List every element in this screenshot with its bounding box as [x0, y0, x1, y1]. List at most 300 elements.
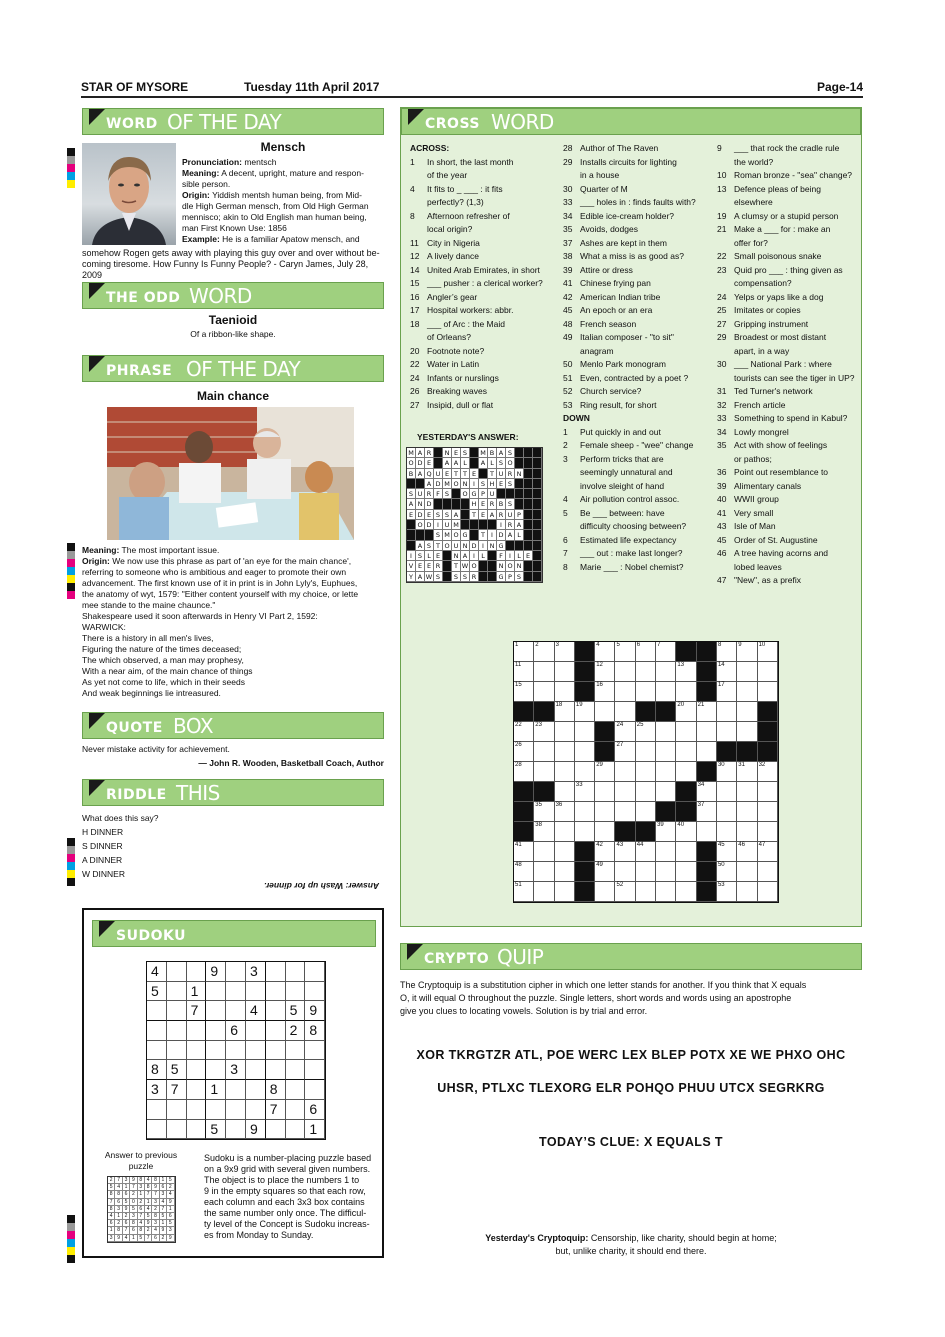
- sudoku-answer-cell: 6: [123, 1191, 130, 1198]
- cell-number: 30: [717, 762, 725, 768]
- clue-item: [410, 250, 560, 264]
- crossword-banner: CROSS WORD: [401, 108, 861, 135]
- cell-number: 20: [677, 702, 685, 708]
- crossword-cell: [717, 642, 737, 662]
- cell-number: 9: [738, 642, 742, 648]
- clue-item: [410, 385, 560, 399]
- sudoku-answer-cell: 4: [145, 1177, 152, 1184]
- answer-cell: I: [407, 551, 416, 561]
- crossword-cell: [676, 682, 696, 702]
- clue-item: [717, 318, 859, 332]
- crossword-cell: [534, 662, 554, 682]
- cell-number: 47: [758, 842, 766, 848]
- line-text: The most important issue.: [119, 545, 220, 555]
- clue-item: [717, 237, 859, 251]
- clue-number: 46: [717, 548, 727, 558]
- clue-item: [410, 210, 560, 224]
- answer-cell: A: [416, 448, 425, 458]
- clue-number: 52: [563, 386, 573, 396]
- crossword-cell: [717, 862, 737, 882]
- sudoku-cell: [266, 1060, 286, 1080]
- clue-number: 25: [717, 305, 727, 315]
- clue-number: 26: [410, 386, 420, 396]
- sudoku-answer-cell: 6: [115, 1199, 122, 1206]
- crossword-cell: [717, 842, 737, 862]
- sudoku-answer-cell: 8: [115, 1227, 122, 1234]
- cell-number: 17: [717, 682, 725, 688]
- word-of-day-banner: WORD OF THE DAY: [82, 108, 384, 135]
- text-line: Sudoku is a number-placing puzzle based: [204, 1153, 372, 1163]
- line-text: mee stande to the maine chaunce.": [82, 600, 216, 610]
- clue-text: Angler’s gear: [427, 291, 478, 302]
- cell-number: 11: [515, 662, 522, 668]
- sudoku-answer-cell: 6: [167, 1213, 174, 1220]
- clue-text: of Orleans?: [427, 332, 471, 342]
- sudoku-cell: [167, 962, 187, 982]
- line-label: Origin:: [182, 190, 210, 200]
- answer-cell: S: [443, 510, 452, 520]
- clue-text: of the year: [427, 170, 468, 180]
- sudoku-cell: 9: [206, 962, 226, 982]
- answer-cell: S: [461, 448, 470, 458]
- clue-item: [410, 358, 560, 372]
- clue-item: [563, 331, 713, 345]
- crossword-cell: [534, 722, 554, 742]
- crossword-cell: [676, 662, 696, 682]
- sudoku-cell: [206, 1060, 226, 1080]
- sudoku-answer-cell: 6: [108, 1220, 115, 1227]
- sudoku-cell: [187, 1021, 207, 1041]
- clue-text: Female sheep - "wee" change: [580, 440, 694, 450]
- clue-item: [717, 439, 859, 453]
- clue-text: Ted Turner's network: [734, 386, 813, 396]
- answer-cell: A: [488, 510, 497, 520]
- clue-number: [717, 372, 734, 386]
- clue-item: [563, 561, 713, 575]
- crossword-cell: [514, 702, 534, 722]
- clue-item: [717, 480, 859, 494]
- crossword-cell: [717, 882, 737, 902]
- sudoku-cell: [305, 962, 325, 982]
- answer-cell: R: [488, 499, 497, 509]
- clue-text: Something to spend in Kabul?: [734, 413, 848, 423]
- clue-item: [563, 264, 713, 278]
- sudoku-answer-cell: 9: [152, 1184, 159, 1191]
- cell-number: 50: [717, 862, 725, 868]
- answer-cell: N: [515, 561, 524, 571]
- crossword-cell: [737, 742, 757, 762]
- clue-item: [717, 250, 859, 264]
- crossword-cell: [676, 782, 696, 802]
- line-text: mentsch: [241, 157, 277, 167]
- clue-number: [563, 169, 580, 183]
- clue-number: 3: [563, 453, 568, 464]
- sudoku-cell: [286, 1080, 306, 1100]
- crossword-cell: [555, 702, 575, 722]
- crossword-cell: [615, 802, 635, 822]
- answer-cell: U: [443, 520, 452, 530]
- cell-number: 22: [515, 722, 522, 728]
- sudoku-cell: [226, 982, 246, 1002]
- crossword-cell: [575, 682, 595, 702]
- clue-text: Order of St. Augustine: [734, 534, 818, 545]
- crossword-cell: [656, 702, 676, 722]
- sudoku-answer-cell: 8: [152, 1177, 159, 1184]
- answer-cell: [533, 520, 542, 530]
- clue-text: Edible ice-cream holder?: [580, 210, 675, 221]
- crossword-cell: [575, 802, 595, 822]
- clue-number: 7: [563, 548, 568, 558]
- answer-cell: [524, 479, 533, 489]
- answer-cell: A: [416, 572, 425, 582]
- text-line: [82, 611, 384, 622]
- odd-word-banner: THE ODD WORD: [82, 282, 384, 309]
- text-line: The object is to place the numbers 1 to: [204, 1175, 360, 1185]
- sudoku-cell: [147, 1041, 167, 1061]
- crossword-cell: [636, 742, 656, 762]
- answer-cell: O: [416, 520, 425, 530]
- crossword-cell: [595, 862, 615, 882]
- sudoku-cell: [286, 1120, 306, 1140]
- clue-number: 4: [410, 183, 415, 194]
- clue-item: [717, 304, 859, 318]
- cell-number: 53: [717, 882, 725, 888]
- cell-number: 8: [717, 642, 722, 648]
- line-text: With a near aim, of the main chance of things: [82, 666, 253, 676]
- clue-number: 10: [717, 170, 727, 180]
- answer-cell: N: [515, 469, 524, 479]
- clue-item: [563, 156, 713, 170]
- crossword-cell: [514, 822, 534, 842]
- clue-number: 32: [717, 399, 727, 410]
- cell-number: 36: [555, 802, 563, 808]
- sudoku-answer-cell: 2: [145, 1227, 152, 1234]
- crossword-cell: [758, 782, 778, 802]
- answer-cell: M: [443, 530, 452, 540]
- sudoku-prev-label: Answer to previous puzzle: [104, 1150, 178, 1171]
- answer-cell: [524, 530, 533, 540]
- clue-item: [410, 291, 560, 305]
- sudoku-answer-cell: 3: [108, 1235, 115, 1242]
- sudoku-answer-cell: 3: [130, 1213, 137, 1220]
- sudoku-cell: [206, 1021, 226, 1041]
- clue-number: [717, 196, 734, 210]
- sudoku-answer-cell: 9: [115, 1235, 122, 1242]
- clue-item: [563, 466, 713, 480]
- answer-cell: [470, 520, 479, 530]
- sudoku-cell: [266, 1041, 286, 1061]
- cell-number: 43: [616, 842, 624, 848]
- text-line: es from Monday to Sunday.: [204, 1230, 314, 1240]
- clue-text: Attire or dress: [580, 264, 633, 275]
- crossword-cell: [737, 662, 757, 682]
- line-text: A decent, upright, mature and respon-: [219, 168, 364, 178]
- clue-number: [717, 453, 734, 467]
- answer-cell: [434, 448, 443, 458]
- clue-number: 1: [563, 426, 568, 437]
- answer-cell: [533, 530, 542, 540]
- crossword-cell: [676, 742, 696, 762]
- crossword-cell: [575, 642, 595, 662]
- riddle-line: A DINNER: [82, 855, 123, 865]
- clue-item: [717, 358, 859, 372]
- answer-cell: V: [407, 561, 416, 571]
- answer-cell: [443, 551, 452, 561]
- sudoku-cell: [286, 1100, 306, 1120]
- sudoku-answer-cell: 5: [138, 1235, 145, 1242]
- clue-text: ___ of Arc : the Maid: [427, 318, 505, 329]
- answer-cell: U: [488, 489, 497, 499]
- clue-number: 31: [717, 386, 727, 396]
- cell-number: 45: [717, 842, 725, 848]
- clue-number: 8: [563, 561, 568, 572]
- crossword-cell: [737, 882, 757, 902]
- crossword-cell: [595, 722, 615, 742]
- sudoku-answer-cell: 4: [145, 1206, 152, 1213]
- sudoku-cell: 1: [187, 982, 207, 1002]
- clue-number: 8: [410, 210, 415, 221]
- clue-text: A lively dance: [427, 251, 479, 261]
- crossword-cell: [514, 862, 534, 882]
- issue-date: Tuesday 11th April 2017: [244, 80, 380, 94]
- answer-cell: [461, 499, 470, 509]
- sudoku-answer-cell: 6: [160, 1184, 167, 1191]
- sudoku-cell: [206, 1041, 226, 1061]
- sudoku-answer-cell: 2: [115, 1220, 122, 1227]
- sudoku-answer-cell: 9: [167, 1199, 174, 1206]
- sudoku-cell: [286, 962, 306, 982]
- answer-cell: S: [416, 551, 425, 561]
- color-bar: [67, 838, 75, 886]
- answer-cell: [434, 499, 443, 509]
- line-text: Yiddish mentsh human being, from Mid-: [209, 190, 362, 200]
- sudoku-cell: [246, 1041, 266, 1061]
- clue-number: [410, 223, 427, 237]
- cell-number: 10: [758, 642, 766, 648]
- clue-text: Installs circuits for lighting: [580, 156, 677, 167]
- clue-text: Roman bronze - "sea" change?: [734, 170, 853, 180]
- sudoku-cell: [305, 982, 325, 1002]
- clue-text: Small poisonous snake: [734, 251, 822, 261]
- crossword-cell: [717, 822, 737, 842]
- clue-number: [563, 520, 580, 534]
- clue-item: [717, 466, 859, 480]
- clue-text: ___ pusher : a clerical worker?: [427, 278, 543, 288]
- clue-number: 2: [563, 440, 568, 450]
- line-text: WARWICK:: [82, 622, 126, 632]
- clue-number: 5: [563, 507, 568, 518]
- crossword-cell: [737, 722, 757, 742]
- answer-cell: D: [416, 458, 425, 468]
- answer-cell: H: [470, 499, 479, 509]
- crossword-cell: [717, 702, 737, 722]
- answer-cell: [515, 499, 524, 509]
- answer-cell: [407, 520, 416, 530]
- answer-cell: A: [416, 541, 425, 551]
- answer-cell: [479, 561, 488, 571]
- answer-cell: S: [407, 489, 416, 499]
- clue-item: [563, 345, 713, 359]
- crossword-cell: [758, 822, 778, 842]
- crossword-cell: [615, 722, 635, 742]
- line-text: Figuring the nature of the times deceased;: [82, 644, 242, 654]
- clue-text: ___ out : make last longer?: [580, 548, 683, 558]
- crossword-cell: [615, 862, 635, 882]
- sudoku-cell: [187, 1120, 207, 1140]
- sudoku-answer-cell: 1: [167, 1206, 174, 1213]
- answer-cell: [470, 448, 479, 458]
- clue-number: 36: [717, 467, 727, 477]
- crossword-cell: [514, 722, 534, 742]
- answer-cell: U: [416, 489, 425, 499]
- answer-cell: P: [506, 572, 515, 582]
- clue-number: 9: [717, 143, 722, 153]
- clue-item: [717, 331, 859, 345]
- answer-cell: A: [407, 499, 416, 509]
- clue-number: [410, 331, 427, 345]
- sudoku-answer-cell: 1: [160, 1220, 167, 1227]
- clue-item: [717, 507, 859, 521]
- cell-number: 15: [515, 682, 522, 688]
- clue-text: Menlo Park monogram: [580, 359, 666, 369]
- crossword-cell: [534, 682, 554, 702]
- answer-cell: [533, 572, 542, 582]
- sudoku-cell: [286, 1060, 306, 1080]
- sudoku-cell: [187, 1041, 207, 1061]
- clue-item: [410, 196, 560, 210]
- clue-number: [563, 466, 580, 480]
- sudoku-answer-cell: 2: [152, 1206, 159, 1213]
- answer-cell: L: [479, 551, 488, 561]
- clue-text: Church service?: [580, 386, 642, 396]
- clue-item: [563, 547, 713, 561]
- crossword-cell: [615, 742, 635, 762]
- crossword-cell: [656, 862, 676, 882]
- answer-cell: [524, 469, 533, 479]
- answer-cell: I: [488, 530, 497, 540]
- answer-cell: N: [452, 551, 461, 561]
- sudoku-answer-cell: 7: [152, 1191, 159, 1198]
- answer-cell: [506, 489, 515, 499]
- answer-cell: Q: [425, 469, 434, 479]
- crossword-cell: [575, 862, 595, 882]
- crossword-cell: [656, 722, 676, 742]
- crossword-cell: [656, 822, 676, 842]
- text-line: [182, 179, 384, 190]
- clue-number: [410, 196, 427, 210]
- clue-number: 29: [563, 156, 573, 167]
- riddle-banner: RIDDLE THIS: [82, 779, 384, 806]
- clue-item: [563, 291, 713, 305]
- sudoku-answer-cell: 8: [138, 1227, 145, 1234]
- sudoku-cell: [187, 962, 207, 982]
- clue-item: [563, 507, 713, 521]
- clue-item: [563, 520, 713, 534]
- answer-cell: U: [506, 510, 515, 520]
- answer-cell: S: [443, 489, 452, 499]
- crossword-cell: [615, 642, 635, 662]
- sudoku-cell: [206, 982, 226, 1002]
- crossword-cell: [555, 842, 575, 862]
- clue-item: [410, 345, 560, 359]
- crossword-cell: [697, 782, 717, 802]
- answer-cell: N: [497, 561, 506, 571]
- clue-text: Air pollution control assoc.: [580, 494, 680, 504]
- answer-cell: A: [443, 458, 452, 468]
- crossword-cell: [555, 762, 575, 782]
- clue-item: [563, 142, 713, 156]
- text-line: O, it will equal O throughout the puzzle. Single letters, short words and words using an apostrophe: [400, 993, 792, 1003]
- sudoku-cell: 1: [206, 1080, 226, 1100]
- answer-cell: I: [470, 479, 479, 489]
- clue-number: 51: [563, 372, 573, 383]
- answer-cell: A: [479, 458, 488, 468]
- answer-cell: U: [434, 469, 443, 479]
- clue-number: [717, 156, 734, 170]
- line-text: sible person.: [182, 179, 231, 189]
- cell-number: 37: [697, 802, 705, 808]
- crossword-cell: [656, 762, 676, 782]
- answer-cell: [416, 530, 425, 540]
- answer-cell: [488, 572, 497, 582]
- sudoku-cell: 8: [305, 1021, 325, 1041]
- sudoku-answer-cell: 1: [160, 1177, 167, 1184]
- text-line: [182, 223, 384, 234]
- sudoku-cell: 5: [286, 1001, 306, 1021]
- clue-text: French season: [580, 318, 637, 329]
- crossword-cell: [555, 822, 575, 842]
- crossword-cell: [697, 722, 717, 742]
- crossword-cell: [636, 782, 656, 802]
- sudoku-cell: 6: [305, 1100, 325, 1120]
- crossword-cell: [697, 642, 717, 662]
- answer-cell: O: [443, 541, 452, 551]
- sudoku-answer-cell: 9: [123, 1206, 130, 1213]
- crossword-cell: [697, 762, 717, 782]
- sudoku-answer-cell: 3: [160, 1191, 167, 1198]
- clue-text: elsewhere: [734, 197, 773, 207]
- sudoku-cell: 9: [246, 1120, 266, 1140]
- crossword-cell: [697, 742, 717, 762]
- sudoku-answer-cell: 4: [115, 1184, 122, 1191]
- sudoku-answer-cell: 4: [138, 1220, 145, 1227]
- cell-number: 29: [596, 762, 603, 768]
- sudoku-cell: [187, 1100, 207, 1120]
- answer-cell: T: [488, 469, 497, 479]
- answer-cell: F: [497, 551, 506, 561]
- sudoku-cell: [305, 1060, 325, 1080]
- crossword-cell: [697, 802, 717, 822]
- text-line: ty level of the Concept is Sudoku increas-: [204, 1219, 370, 1229]
- text-line: give you clues to locating vowels. Solution is by trial and error.: [400, 1006, 648, 1016]
- sudoku-description: [204, 1153, 379, 1241]
- crossword-cell: [514, 742, 534, 762]
- clue-number: [410, 169, 427, 183]
- crossword-cell: [514, 882, 534, 902]
- clue-item: [717, 493, 859, 507]
- crossword-cell: [758, 862, 778, 882]
- yesterday-answer-label: YESTERDAY'S ANSWER:: [417, 432, 519, 442]
- clue-text: Breaking waves: [427, 386, 488, 396]
- clue-item: [717, 223, 859, 237]
- answer-cell: S: [506, 499, 515, 509]
- cell-number: 19: [575, 702, 583, 708]
- sudoku-answer-cell: 3: [152, 1199, 159, 1206]
- clue-number: 43: [717, 521, 727, 531]
- color-bar: [67, 148, 75, 188]
- cell-number: 46: [738, 842, 745, 848]
- crossword-cell: [737, 702, 757, 722]
